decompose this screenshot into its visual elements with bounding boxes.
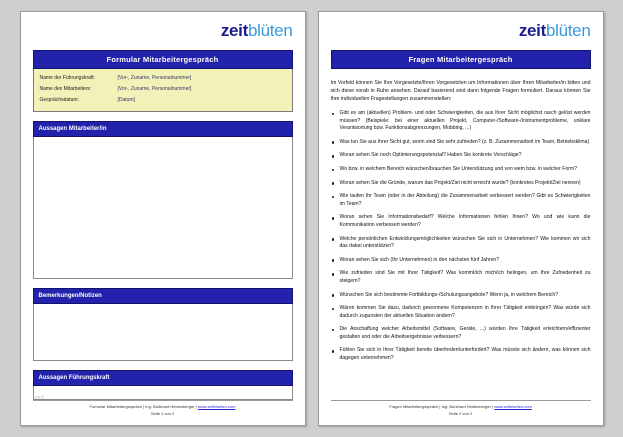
section-body-employee-statements[interactable]: [33, 137, 293, 279]
page-title-page1: Formular Mitarbeitergespräch: [33, 50, 293, 69]
brand-logo-part2: blüten: [545, 21, 591, 40]
list-item: Fühlen Sie sich in Ihrer Tätigkeit bereits überfordert/unterfordert? Was müsste sich ändern, was können sich dagegen unternehmen?: [331, 347, 591, 362]
form-header-block: [33, 69, 293, 112]
list-item: Wie laufen Ihr Team (oder in der Abteilung) die Zusammenarbeit verbessert werden? Gibt es Schwierigkeiten im Team?: [331, 193, 591, 208]
brand-logo-part1: zeit: [220, 21, 248, 40]
form-value-date[interactable]: [Datum]: [117, 97, 136, 103]
footer-link-page1[interactable]: www.zeitblueten.com: [197, 404, 236, 409]
question-list: [331, 110, 591, 369]
section-body-manager-statements[interactable]: [33, 386, 293, 400]
list-item: Wären kommen Sie dazu, dadurch gewonnene Kompetenzen in Ihrer Tätigkeit einbringen? Was würde sich dadurch zugunsten der aktuellen Situation ändern?: [331, 305, 591, 320]
brand-logo-part1: zeit: [518, 21, 546, 40]
footer-pagenumber-page1: Seite 1 von 2: [150, 411, 175, 416]
list-item: Wie zufrieden sind Sie mit Ihrer Tätigkeit? Was kommt/ich mich/ich belingen, um Ihre Zufriedenheit zu steigern?: [331, 270, 591, 285]
form-label-employee: Name des Mitarbeiters:: [39, 86, 92, 92]
list-item: Woran sehen Sie sich (Ihr Unternehmen) in den nächsten fünf Jahren?: [331, 257, 591, 265]
form-value-manager[interactable]: [Vor-, Zuname, Personalnummer]: [117, 75, 192, 81]
intro-paragraph: Im Vorfeld können Sie Ihre Vorgesetzte/Ihren Vorgesetzten um Informationen über Ihren Mitarbeiter/in bitten und sich diese vorab in Ruhe ansehen. Darauf basierend sind dann folgende Fragen formuliert. Daraus können Sie Ihre individuellen Fragestellungen zusammenstellen:: [330, 80, 591, 102]
document-page-2[interactable]: [318, 11, 604, 426]
form-label-date: Gesprächsdatum:: [39, 97, 79, 103]
document-page-1[interactable]: [20, 11, 306, 426]
list-item: Was tun Sie aus Ihrer Sicht gut, worin sind Sie sehr zufrieden? (z. B. Zusammenarbeit im Team, Betriebsklima): [331, 139, 591, 147]
section-heading-notes: Bemerkungen/Notizen: [33, 288, 293, 304]
watermark-stamp: zeit: [34, 395, 45, 401]
list-item: Wo bzw. in welchem Bereich wünschen/brauchen Sie Unterstützung und von wem bzw. in welcher Form?: [331, 166, 591, 174]
list-item: Woran sehen Sie die Gründe, warum das Projekt/Ziel nicht erreicht wurde? (konkretes Projekt/Ziel nennen): [331, 180, 591, 188]
footer-text-page2: Fragen Mitarbeitergespräch | Ing. Burkhard Heidenberger |: [389, 404, 495, 409]
list-item: Welche persönlichen Entwicklungsmöglichkeiten wünschen Sie sich in Unternehmen? Wie kommen wir sich das dabei unterstützen?: [331, 236, 591, 251]
form-value-employee[interactable]: [Vor-, Zuname, Personalnummer]: [117, 86, 192, 92]
list-item: Die Anschaffung welcher Arbeitsmittel (Software, Geräte, ...) würden Ihre Tätigkeit erleichtern/effizienter gestalten und oder die Arbeitsergebnisse verbessern?: [331, 326, 591, 341]
page-footer-page2: [331, 400, 591, 417]
list-item: Woran sehen Sie noch Optimierungspotenzial? Haben Sie konkrete Vorschläge?: [331, 152, 591, 160]
brand-logo: [33, 22, 293, 40]
section-body-notes[interactable]: [33, 304, 293, 361]
footer-pagenumber-page2: Seite 2 von 2: [448, 411, 473, 416]
form-row: [40, 75, 286, 81]
section-heading-manager-statements: Aussagen Führungskraft: [33, 370, 293, 386]
brand-logo: [331, 22, 591, 40]
brand-logo-part2: blüten: [247, 21, 293, 40]
form-row: [40, 97, 286, 103]
list-item: Woran sehen Sie Informationsbedarf? Welche Informationen fehlen Ihnen? Wo und wie kann die Kommunikation verbessert werden?: [331, 214, 591, 229]
list-item: Gibt es am (aktuellen) Problem- und oder Schwierigkeiten, die aus Ihrer Sicht möglichst rasch gelöst werden müssen? (Beispiele: bei einer aktuellen Projekt, Computer-/Software-/Instrumentprobleme, unklare Verantwortung bzw. Funktionsabgrenzungen, Mobbing, ...): [331, 110, 591, 133]
footer-text-page1: Formular Mitarbeitergespräch | Ing. Burkhard Heidenberger |: [89, 404, 198, 409]
section-heading-employee-statements: Aussagen Mitarbeiter/in: [33, 121, 293, 137]
page-title-page2: Fragen Mitarbeitergespräch: [331, 50, 591, 69]
form-row: [40, 86, 286, 92]
form-label-manager: Name der Führungskraft:: [39, 75, 96, 81]
footer-link-page2[interactable]: www.zeitblueten.com: [494, 404, 532, 409]
list-item: Wünschen Sie sich bestimmte Fortbildungs-/Schulungsangebote? Wenn ja, in welchem Bereich?: [331, 292, 591, 300]
page-footer-page1: [33, 400, 293, 417]
